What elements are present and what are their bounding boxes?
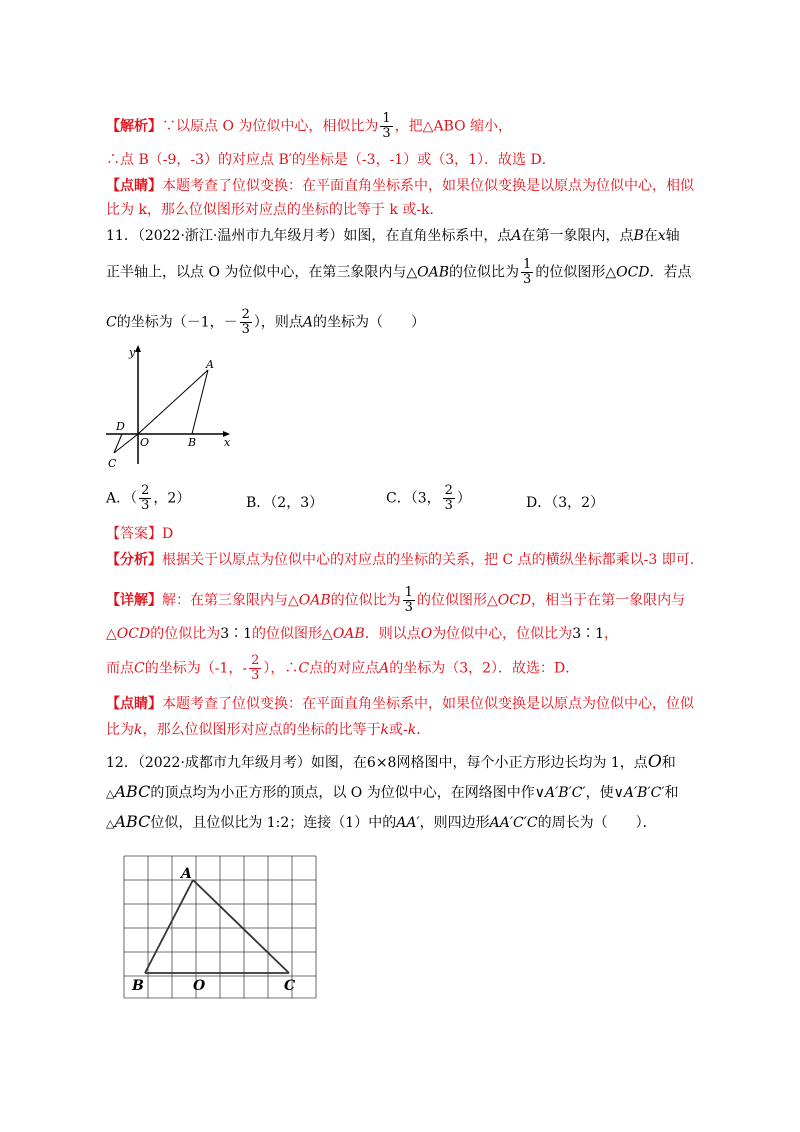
side-AB bbox=[145, 880, 193, 973]
q12-stem-1: 12．（2022·成都市九年级月考）如图，在6×8网格图中，每个小正方形边长均为 1，点O和 bbox=[106, 752, 676, 772]
label-D: D bbox=[116, 420, 125, 433]
q11-dianjing-1: 【点睛】本题考查了位似变换：在平面直角坐标系中，如果位似变换是以原点为位似中心，位似 bbox=[106, 696, 694, 712]
q12-stem-2: △ABC的顶点均为小正方形的顶点，以 O 为位似中心，在网络图中作∨A′B′C′，使∨A′B′C′和 bbox=[106, 782, 679, 801]
q11-dianjing-2: 比为k，那么位似图形对应点的坐标的比等于k或-k． bbox=[106, 722, 431, 738]
q10-jiexi-line: 【解析】∵以原点 O 为位似中心，相似比为 $\frac{1}{3}$ ，把△ABO 缩小， bbox=[106, 111, 513, 141]
fraction: $\frac{2}{3}$ bbox=[241, 307, 250, 337]
label-B: B bbox=[188, 436, 197, 449]
q10-result: ∴点 B（-9，-3）的对应点 B′的坐标是（-3，-1）或（3，1）．故选 D． bbox=[106, 152, 556, 168]
option-a: A．（ $\frac{2}{3}$ ，2） bbox=[106, 483, 191, 513]
q10-dianjing-2: 比为 k，那么位似图形对应点的坐标的比等于 k 或-k． bbox=[106, 202, 444, 218]
q12-stem-3: △ABC位似，且位似比为 1:2；连接（1）中的AA′，则四边形AA′C′C的周长为（ ）． bbox=[106, 812, 657, 831]
label-B: B bbox=[132, 978, 144, 994]
option-b: B．（2，3） bbox=[246, 495, 324, 511]
fraction: $\frac{1}{3}$ bbox=[523, 257, 532, 287]
label-x: x bbox=[224, 436, 231, 449]
q12-grid-figure bbox=[118, 852, 328, 1002]
jiexi-tag: 【解析】 bbox=[106, 118, 162, 135]
label-O: O bbox=[140, 436, 150, 449]
y-arrow bbox=[135, 345, 141, 352]
label-C: C bbox=[284, 978, 296, 994]
label-C: C bbox=[108, 457, 117, 470]
grid-lines bbox=[124, 856, 316, 998]
segment-AB bbox=[192, 370, 208, 434]
label-A: A bbox=[206, 358, 214, 371]
label-y: y bbox=[129, 346, 136, 359]
q11-stem-2: 正半轴上，以点 O 为位似中心，在第三象限内与△OAB的位似比为 $\frac{1}{3}$ 的位似图形△OCD．若点 bbox=[106, 257, 692, 287]
label-A: A bbox=[181, 866, 192, 882]
fraction: $\frac{1}{3}$ bbox=[382, 111, 391, 141]
q10-dianjing-1: 【点睛】本题考查了位似变换：在平面直角坐标系中，如果位似变换是以原点为位似中心，相似 bbox=[106, 178, 694, 194]
q11-fenxi: 【分析】根据关于以原点为位似中心的对应点的坐标的关系，把 C 点的横纵坐标都乘以-3 即可． bbox=[106, 552, 704, 568]
q11-answer: 【答案】D bbox=[106, 526, 174, 542]
segment-OA bbox=[138, 370, 208, 434]
q11-xiangjie-3: 而点C的坐标为（-1，- $\frac{2}{3}$ ），∴C点的对应点A的坐标为（3，2）．故选：D． bbox=[106, 653, 580, 683]
q11-xiangjie-1: 【详解】解：在第三象限内与△OAB的位似比为 $\frac{1}{3}$ 的位似图形△OCD，相当于在第一象限内与 bbox=[106, 585, 686, 615]
side-AC bbox=[193, 880, 289, 973]
q11-coordinate-figure bbox=[100, 340, 240, 470]
option-d: D．（3，2） bbox=[526, 495, 605, 511]
q11-stem-3: C的坐标为（－1，－ $\frac{2}{3}$ ），则点A的坐标为（ ） bbox=[106, 307, 426, 337]
option-c: C．（3， $\frac{2}{3}$ ） bbox=[386, 483, 471, 513]
label-O: O bbox=[193, 978, 206, 994]
q11-stem-1: 11．（2022·浙江·温州市九年级月考）如图，在直角坐标系中，点A在第一象限内，点B在x轴 bbox=[106, 228, 680, 244]
q11-xiangjie-2: △OCD的位似比为3∶1的位似图形△OAB．则以点O为位似中心，位似比为3∶1， bbox=[106, 626, 619, 642]
